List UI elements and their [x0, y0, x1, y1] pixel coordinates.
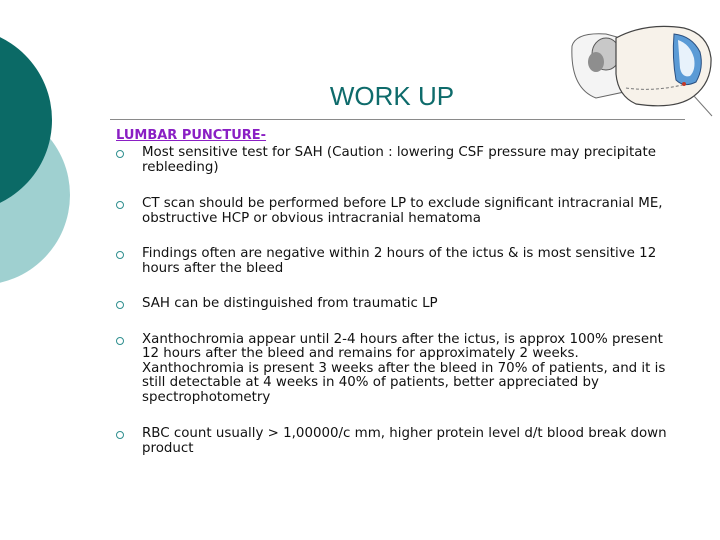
- bullet-icon: [116, 201, 124, 209]
- bullet-item: [114, 333, 684, 406]
- title-divider: [110, 119, 685, 120]
- bullet-text: Findings often are negative within 2 hours of the ictus & is most sensitive 12 hours after the bleed: [142, 246, 657, 276]
- bullet-text: CT scan should be performed before LP to exclude significant intracranial ME, obstructive HCP or obvious intracranial hematoma: [142, 196, 663, 226]
- bullet-icon: [116, 251, 124, 259]
- bullet-icon: [116, 150, 124, 158]
- bullet-icon: [116, 301, 124, 309]
- bullet-icon: [116, 337, 124, 345]
- bullet-item: [114, 197, 684, 226]
- bullet-item: [114, 297, 684, 312]
- bullet-text: Xanthochromia appear until 2-4 hours after the ictus, is approx 100% present 12 hours after the bleed and remains for approximately 2 weeks. Xanthochromia is present 3 weeks after the bleed in 70% of patients, and it is still detectable at 4 weeks in 40% of patients, better appreciated by spectrophotometry: [142, 331, 666, 405]
- bullet-icon: [116, 431, 124, 439]
- bullet-text: SAH can be distinguished from traumatic LP: [142, 296, 438, 311]
- section-heading: LUMBAR PUNCTURE-: [116, 128, 267, 143]
- bullet-item: [114, 146, 684, 175]
- patient-lumbar-puncture-illustration: [566, 18, 716, 118]
- slide-title: WORK UP: [329, 81, 455, 111]
- bullet-text: RBC count usually > 1,00000/c mm, higher protein level d/t blood break down product: [142, 426, 667, 456]
- bullet-list: [114, 146, 684, 456]
- bullet-item: [114, 247, 684, 276]
- bullet-item: [114, 427, 684, 456]
- bullet-text: Most sensitive test for SAH (Caution : lowering CSF pressure may precipitate rebleeding): [142, 145, 656, 175]
